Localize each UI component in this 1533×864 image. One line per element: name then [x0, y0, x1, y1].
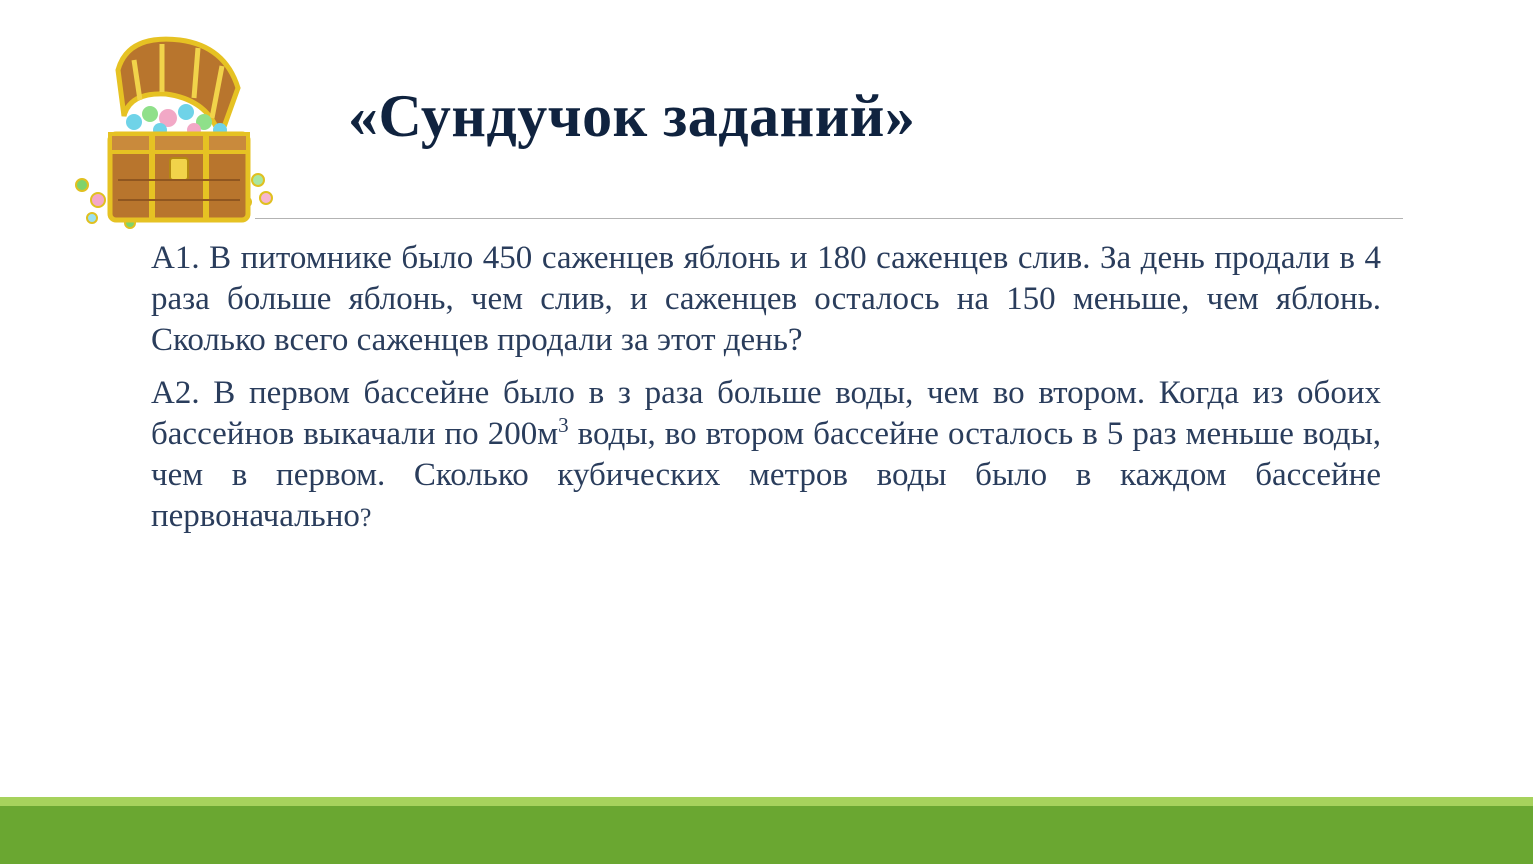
slide-title: «Сундучок заданий» — [348, 83, 916, 149]
footer-bar — [0, 806, 1533, 864]
task-a2-text-part2: воды, во втором бассейне осталось в 5 раз меньше воды, чем в первом. Сколько кубических метров воды было в каждом бассейне первоначально — [151, 416, 1381, 534]
treasure-chest-icon — [70, 30, 280, 235]
treasure-chest-image — [70, 30, 280, 235]
task-list — [151, 238, 1381, 550]
title-divider — [255, 218, 1403, 219]
task-a2 — [151, 373, 1381, 538]
task-a2-question-mark: ? — [359, 503, 372, 532]
task-a1: А1. В питомнике было 450 саженцев яблонь и 180 саженцев слив. За день продали в 4 раза больше яблонь, чем слив, и саженцев осталось на 150 меньше, чем яблонь. Сколько всего саженцев продали за этот день? — [151, 240, 1381, 358]
task-a2-superscript: 3 — [558, 413, 569, 437]
task-a2-text-part1: А2. В первом бассейне было в з раза больше воды, чем во втором. Когда из обоих бассейнов выкачали по 200м — [151, 375, 1381, 452]
footer-stripe-light — [0, 797, 1533, 806]
